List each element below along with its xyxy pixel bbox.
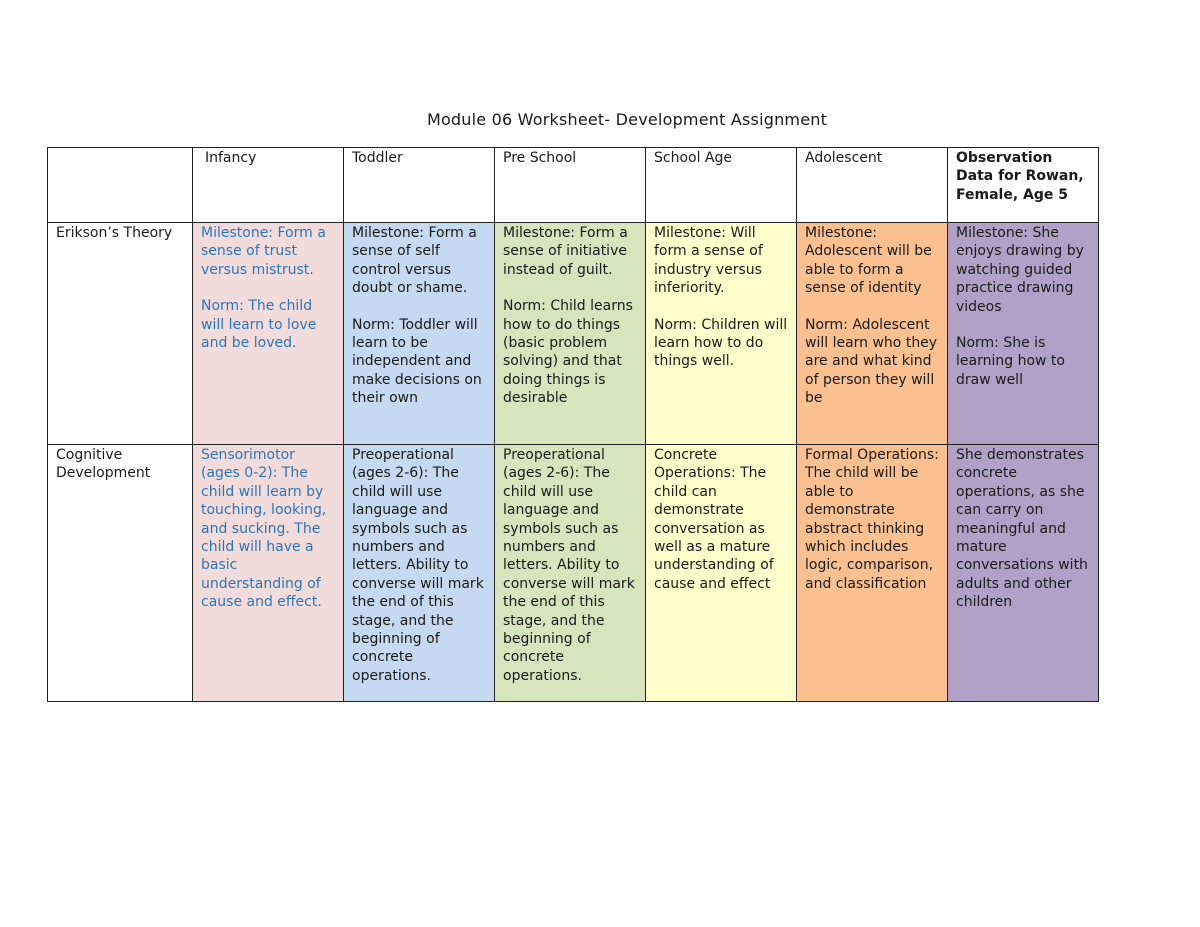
cell-cognitive-adolescent: Formal Operations: The child will be able to demonstrate abstract thinking which includes logic, comparison, and classification xyxy=(797,445,948,702)
row-label-erikson: Erikson’s Theory xyxy=(48,223,193,445)
cell-cognitive-school-age: Concrete Operations: The child can demonstrate conversation as well as a mature understanding of cause and effect xyxy=(646,445,797,702)
norm-text: Norm: Adolescent will learn who they are and what kind of person they will be xyxy=(805,316,938,407)
cell-erikson-toddler xyxy=(344,223,495,445)
milestone-text: Milestone: Form a sense of initiative instead of guilt. xyxy=(503,225,628,278)
header-cell-school-age: School Age xyxy=(646,148,797,223)
header-cell-infancy: Infancy xyxy=(193,148,344,223)
cell-erikson-observation xyxy=(948,223,1099,445)
table-header-row xyxy=(48,148,1099,223)
row-label-cognitive: Cognitive Development xyxy=(48,445,193,702)
milestone-text: Milestone: Will form a sense of industry versus inferiority. xyxy=(654,225,763,297)
cell-erikson-infancy xyxy=(193,223,344,445)
header-cell-preschool: Pre School xyxy=(495,148,646,223)
page-title: Module 06 Worksheet- Development Assignment xyxy=(426,110,828,129)
norm-text: Norm: Child learns how to do things (basic problem solving) and that doing things is desirable xyxy=(503,298,633,407)
norm-text: Norm: The child will learn to love and be loved. xyxy=(201,298,317,352)
table-row xyxy=(48,445,1099,702)
table-row xyxy=(48,223,1099,445)
milestone-text: Milestone: Form a sense of self control versus doubt or shame. xyxy=(352,225,477,297)
header-cell-toddler: Toddler xyxy=(344,148,495,223)
cell-erikson-school-age xyxy=(646,223,797,445)
norm-text: Norm: Children will learn how to do things well. xyxy=(654,316,788,370)
cell-erikson-preschool xyxy=(495,223,646,445)
cell-erikson-adolescent xyxy=(797,223,948,445)
header-cell-empty xyxy=(48,148,193,223)
cell-cognitive-toddler: Preoperational (ages 2-6): The child will use language and symbols such as numbers and letters. Ability to converse will mark the end of this stage, and the beginning of concrete operations. xyxy=(344,445,495,702)
cell-cognitive-preschool: Preoperational (ages 2-6): The child will use language and symbols such as numbers and letters. Ability to converse will mark the end of this stage, and the beginning of concrete operations. xyxy=(495,445,646,702)
development-table xyxy=(47,147,1099,702)
milestone-text: Milestone: She enjoys drawing by watching guided practice drawing videos xyxy=(956,225,1084,315)
norm-text: Norm: She is learning how to draw well xyxy=(956,335,1065,388)
cell-cognitive-observation: She demonstrates concrete operations, as she can carry on meaningful and mature conversations with adults and other children xyxy=(948,445,1099,702)
cell-cognitive-infancy: Sensorimotor (ages 0-2): The child will learn by touching, looking, and sucking. The child will have a basic understanding of cause and effect. xyxy=(193,445,344,702)
milestone-text: Milestone: Form a sense of trust versus mistrust. xyxy=(201,225,326,278)
header-cell-adolescent: Adolescent xyxy=(797,148,948,223)
header-cell-observation: Observation Data for Rowan, Female, Age 5 xyxy=(948,148,1099,223)
milestone-text: Milestone: Adolescent will be able to form a sense of identity xyxy=(805,225,932,297)
norm-text: Norm: Toddler will learn to be independent and make decisions on their own xyxy=(352,316,482,407)
